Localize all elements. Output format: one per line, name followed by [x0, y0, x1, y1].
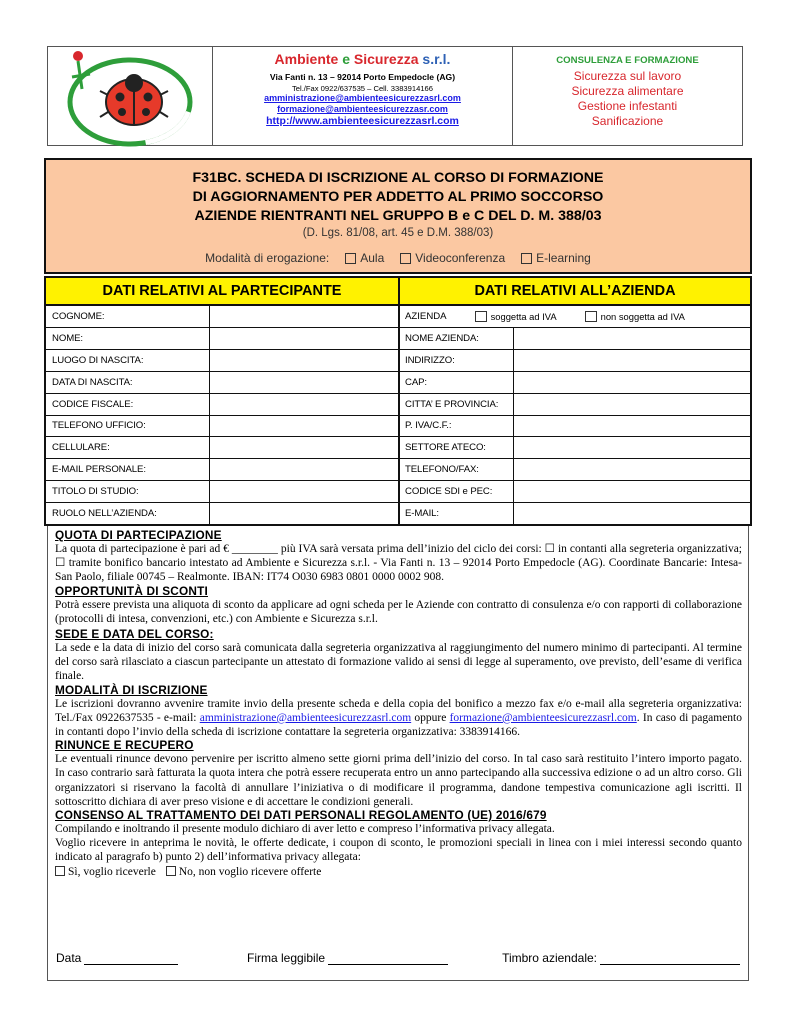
- field-label: E-MAIL:: [400, 503, 514, 524]
- modalita-heading: MODALITÀ DI ISCRIZIONE: [55, 682, 208, 697]
- form-title-line1: F31BC. SCHEDA DI ISCRIZIONE AL CORSO DI FORMAZIONE: [192, 170, 604, 186]
- table-row: [46, 328, 398, 350]
- company-column: [398, 278, 750, 524]
- ladybug-icon: [48, 47, 213, 147]
- field-label: CELLULARE:: [46, 437, 210, 458]
- table-row: [400, 394, 750, 416]
- table-row: [46, 306, 398, 328]
- field-label: TELEFONO UFFICIO:: [46, 416, 210, 437]
- delivery-mode-label: Modalità di erogazione:: [205, 251, 330, 265]
- option-aula[interactable]: Aula: [345, 251, 384, 265]
- service-item: Gestione infestanti: [577, 99, 678, 113]
- option-elearning[interactable]: E-learning: [521, 251, 591, 265]
- table-row: [46, 416, 398, 438]
- terms-section: [47, 526, 749, 981]
- consenso-text-2: Voglio ricevere in anteprima le novità, le offerte dedicate, i coupon di sconto, le promozioni speciali in linea con i miei interessi secondo quanto indicato al paragrafo b) punto 2) dell’informativa privacy allegata:: [55, 837, 742, 864]
- rinunce-heading: RINUNCE E RECUPERO: [55, 738, 194, 753]
- field-label: CODICE FISCALE:: [46, 394, 210, 415]
- field-label: NOME:: [46, 328, 210, 349]
- azienda-label: AZIENDA: [405, 310, 447, 322]
- table-row: [400, 503, 750, 524]
- email-azienda-field[interactable]: [514, 503, 750, 524]
- consent-yes-option[interactable]: Sì, voglio riceverle: [55, 865, 156, 880]
- data-line[interactable]: [84, 953, 178, 965]
- table-row: [400, 350, 750, 372]
- table-row: [46, 437, 398, 459]
- table-row: [400, 481, 750, 503]
- firma-line[interactable]: [328, 953, 448, 965]
- piva-cf-field[interactable]: [514, 416, 750, 437]
- email-link-amministrazione[interactable]: amministrazione@ambienteesicurezzasrl.com: [264, 93, 461, 103]
- table-row: [400, 437, 750, 459]
- rinunce-text: Le eventuali rinunce devono pervenire per iscritto almeno sette giorni prima dell’inizio del corso. In tal caso sarà restituito l’intero importo pagato. In caso contrario sarà fatturata la quota intera che potrà essere recuperata entro un anno partecipando alla successiva edizione o ad un altro corso. Gli organizzatori si riservano la facoltà di annullare l’iniziativa o di modificare il programma, dandone tempestiva comunicazione agli iscritti. Il sottoscritto dichiara di aver preso visione e di accettare le condizioni generali.: [55, 753, 742, 808]
- firma-signature-field[interactable]: [247, 951, 497, 965]
- field-label: INDIRIZZO:: [400, 350, 514, 371]
- option-label: soggetta ad IVA: [490, 310, 557, 322]
- company-logo: [48, 47, 213, 145]
- field-label: DATA DI NASCITA:: [46, 372, 210, 393]
- checkbox-consent-no[interactable]: [166, 866, 176, 876]
- firma-label: Firma leggibile: [247, 951, 326, 965]
- company-info: [213, 47, 513, 145]
- email-link-formazione[interactable]: formazione@ambienteesicurezzasr.com: [277, 104, 448, 114]
- company-phone: Tel./Fax 0922/637535 – Cell. 3383914166: [291, 84, 433, 93]
- registration-table: [44, 276, 752, 526]
- services-title: CONSULENZA E FORMAZIONE: [556, 55, 699, 66]
- field-label: P. IVA/C.F.:: [400, 416, 514, 437]
- sdi-pec-field[interactable]: [514, 481, 750, 502]
- timbro-signature-field[interactable]: [497, 951, 740, 965]
- data-label: Data: [56, 951, 82, 965]
- consenso-text-1: Compilando e inoltrando il presente modulo dichiaro di aver letto e compreso l’informativa privacy allegata.: [55, 823, 555, 836]
- company-header: DATI RELATIVI ALL’AZIENDA: [400, 278, 750, 306]
- sconti-heading: OPPORTUNITÀ DI SCONTI: [55, 583, 208, 598]
- codice-fiscale-field[interactable]: [210, 394, 398, 415]
- table-row: [400, 328, 750, 350]
- sconti-text: Potrà essere prevista una aliquota di sconto da applicare ad ogni scheda per le Aziende con contratto di consulenza e/o con rapporti di collaborazione (protocolli di intesa, convenzioni, etc.) con Ambiente e Sicurezza s.r.l.: [55, 598, 742, 625]
- email-link-amministrazione[interactable]: amministrazione@ambienteesicurezzasrl.com: [199, 711, 412, 724]
- quota-heading: QUOTA DI PARTECIPAZIONE: [55, 528, 222, 542]
- citta-provincia-field[interactable]: [514, 394, 750, 415]
- field-label: SETTORE ATECO:: [400, 437, 514, 458]
- indirizzo-field[interactable]: [514, 350, 750, 371]
- data-nascita-field[interactable]: [210, 372, 398, 393]
- field-label: CITTA’ E PROVINCIA:: [400, 394, 514, 415]
- service-item: Sicurezza sul lavoro: [573, 69, 682, 83]
- cellulare-field[interactable]: [210, 437, 398, 458]
- quota-text: La quota di partecipazione è pari ad € ________ più IVA sarà versata prima dell’inizio del ciclo dei corsi: ☐ in contanti alla segreteria organizzativa; ☐ tramite bonifico bancario intestato ad Ambiente e Sicurezza s.r.l. - Via Fanti n. 13 – 92014 Porto Empedocle (AG). Coordinate Bancarie: Intesa-San Paolo, filiale 00745 – Realmonte. IBAN: IT74 O030 6983 0801 0000 0002 908.: [55, 543, 742, 584]
- company-address: Via Fanti n. 13 – 92014 Porto Empedocle (AG): [269, 72, 456, 82]
- table-row: [46, 350, 398, 372]
- telefono-fax-field[interactable]: [514, 459, 750, 480]
- field-label: NOME AZIENDA:: [400, 328, 514, 349]
- field-label: CODICE SDI e PEC:: [400, 481, 514, 502]
- letterhead: [47, 46, 743, 146]
- option-videoconferenza[interactable]: Videoconferenza: [400, 251, 505, 265]
- company-name: Ambiente e Sicurezza s.r.l.: [274, 51, 451, 67]
- checkbox-consent-yes[interactable]: [55, 866, 65, 876]
- option-label: non soggetta ad IVA: [600, 310, 685, 322]
- checkbox-videoconferenza[interactable]: [400, 253, 411, 264]
- timbro-label: Timbro aziendale:: [502, 951, 597, 965]
- participant-column: [46, 278, 398, 524]
- consenso-heading: CONSENSO AL TRATTAMENTO DEI DATI PERSONALI REGOLAMENTO (UE) 2016/679: [55, 808, 547, 823]
- field-label: TELEFONO/FAX:: [400, 459, 514, 480]
- nome-azienda-field[interactable]: [514, 328, 750, 349]
- checkbox-aula[interactable]: [345, 253, 356, 264]
- table-row: [400, 416, 750, 438]
- table-row: [46, 459, 398, 481]
- field-label: TITOLO DI STUDIO:: [46, 481, 210, 502]
- field-label: RUOLO NELL’AZIENDA:: [46, 503, 210, 524]
- table-row: [46, 503, 398, 524]
- table-row: [400, 306, 750, 328]
- email-personale-field[interactable]: [210, 459, 398, 480]
- titolo-studio-field[interactable]: [210, 481, 398, 502]
- nome-field[interactable]: [210, 328, 398, 349]
- form-title-line2: DI AGGIORNAMENTO PER ADDETTO AL PRIMO SOCCORSO: [192, 189, 604, 205]
- telefono-ufficio-field[interactable]: [210, 416, 398, 437]
- timbro-line[interactable]: [600, 953, 740, 965]
- cap-field[interactable]: [514, 372, 750, 393]
- settore-ateco-field[interactable]: [514, 437, 750, 458]
- cognome-field[interactable]: [210, 306, 398, 327]
- form-subtitle: (D. Lgs. 81/08, art. 45 e D.M. 388/03): [302, 227, 494, 239]
- sede-heading: SEDE E DATA DEL CORSO:: [55, 627, 214, 642]
- signature-row: [56, 951, 740, 965]
- azienda-iva-row: [400, 306, 750, 327]
- table-row: [400, 372, 750, 394]
- form-title-line3: AZIENDE RIENTRANTI NEL GRUPPO B e C DEL D. M. 388/03: [194, 208, 602, 224]
- ruolo-azienda-field[interactable]: [210, 503, 398, 524]
- consent-no-option[interactable]: No, non voglio ricevere offerte: [166, 865, 322, 880]
- delivery-mode-row: [46, 251, 750, 265]
- marketing-consent-row: [55, 865, 742, 880]
- table-row: [46, 481, 398, 503]
- field-label: E-MAIL PERSONALE:: [46, 459, 210, 480]
- data-signature-field[interactable]: [56, 951, 256, 965]
- field-label: COGNOME:: [46, 306, 210, 327]
- service-item: Sicurezza alimentare: [571, 84, 684, 98]
- checkbox-non-soggetta-iva[interactable]: [585, 311, 597, 322]
- table-row: [46, 372, 398, 394]
- sede-text: La sede e la data di inizio del corso sarà comunicata dalla segreteria organizzativa al raggiungimento del numero minimo di partecipanti. Al termine del corso sarà rilasciato a ciascun partecipante un attestato di formazione valido ai sensi di legge al superamento, ove previsto, dell’esame di verifica finale.: [55, 642, 742, 683]
- services-list: [513, 47, 742, 145]
- field-label: CAP:: [400, 372, 514, 393]
- modalita-text: Le iscrizioni dovranno avvenire tramite invio della presente scheda e della copia del bonifico a mezzo fax e/o e-mail alla segreteria organizzativa: Tel./Fax 0922637535 - e-mail: amministrazione@ambienteesicurezzasrl.com oppure formazione@ambienteesicurezzasrl.com. In caso di pagamento in contanti dopo l’invio della scheda di iscrizione contattare la segreteria organizzativa: 3383914166.: [55, 697, 743, 739]
- service-item: Sanificazione: [591, 114, 664, 128]
- participant-header: DATI RELATIVI AL PARTECIPANTE: [46, 278, 398, 306]
- luogo-nascita-field[interactable]: [210, 350, 398, 371]
- email-link-formazione[interactable]: formazione@ambienteesicurezzasrl.com: [449, 711, 637, 724]
- website-link[interactable]: http://www.ambienteesicurezzasrl.com: [266, 115, 459, 127]
- field-label: LUOGO DI NASCITA:: [46, 350, 210, 371]
- form-title-box: [44, 158, 752, 274]
- table-row: [400, 459, 750, 481]
- checkbox-soggetta-iva[interactable]: [475, 311, 487, 322]
- checkbox-elearning[interactable]: [521, 253, 532, 264]
- table-row: [46, 394, 398, 416]
